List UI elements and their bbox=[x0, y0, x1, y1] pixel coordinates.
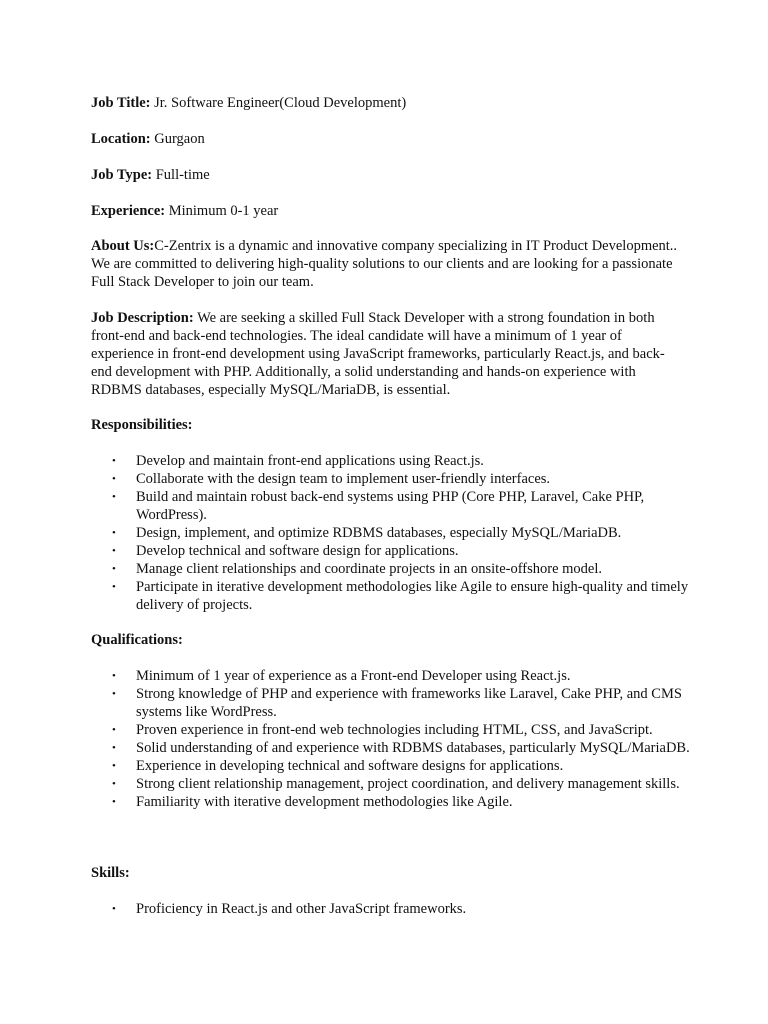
list-item-text: Build and maintain robust back-end systems using PHP (Core PHP, Laravel, Cake PHP, WordPress). bbox=[136, 489, 645, 523]
bullet-icon: • bbox=[112, 778, 116, 790]
list-item bbox=[91, 775, 691, 793]
list-item bbox=[91, 793, 691, 811]
job-title-line bbox=[91, 94, 406, 112]
list-item-text: Participate in iterative development methodologies like Agile to ensure high-quality and timely delivery of projects. bbox=[136, 579, 689, 613]
skills-list bbox=[91, 900, 691, 918]
location-value: Gurgaon bbox=[150, 131, 205, 147]
qualifications-heading: Qualifications: bbox=[91, 632, 183, 648]
job-title-label: Job Title: bbox=[91, 95, 151, 111]
about-us-label: About Us: bbox=[91, 238, 155, 254]
about-us-text: C-Zentrix is a dynamic and innovative company specializing in IT Product Development.. We are committed to delivering high-quality solutions to our clients and are looking for a passionate Full Stack Developer to join our team. bbox=[91, 238, 678, 290]
bullet-icon: • bbox=[112, 473, 116, 485]
list-item bbox=[91, 542, 691, 560]
list-item-text: Strong client relationship management, project coordination, and delivery management skills. bbox=[136, 776, 680, 792]
list-item bbox=[91, 578, 691, 614]
experience-value: Minimum 0-1 year bbox=[165, 203, 279, 219]
list-item bbox=[91, 667, 691, 685]
responsibilities-heading: Responsibilities: bbox=[91, 417, 193, 433]
skills-heading: Skills: bbox=[91, 865, 130, 881]
list-item bbox=[91, 560, 691, 578]
location-label: Location: bbox=[91, 131, 151, 147]
bullet-icon: • bbox=[112, 903, 116, 915]
bullet-icon: • bbox=[112, 796, 116, 808]
bullet-icon: • bbox=[112, 742, 116, 754]
job-type-value: Full-time bbox=[152, 167, 210, 183]
qualifications-list bbox=[91, 667, 691, 811]
bullet-icon: • bbox=[112, 563, 116, 575]
list-item-text: Manage client relationships and coordinate projects in an onsite-offshore model. bbox=[136, 561, 603, 577]
bullet-icon: • bbox=[112, 688, 116, 700]
bullet-icon: • bbox=[112, 527, 116, 539]
job-description-label: Job Description: bbox=[91, 310, 194, 326]
list-item-text: Solid understanding of and experience with RDBMS databases, particularly MySQL/MariaDB. bbox=[136, 740, 690, 756]
list-item bbox=[91, 721, 691, 739]
bullet-icon: • bbox=[112, 724, 116, 736]
bullet-icon: • bbox=[112, 760, 116, 772]
job-description-paragraph bbox=[91, 309, 681, 399]
experience-line bbox=[91, 202, 278, 220]
bullet-icon: • bbox=[112, 581, 116, 593]
list-item bbox=[91, 452, 691, 470]
list-item-text: Proficiency in React.js and other JavaScript frameworks. bbox=[136, 901, 467, 917]
list-item bbox=[91, 900, 691, 918]
list-item-text: Collaborate with the design team to implement user-friendly interfaces. bbox=[136, 471, 551, 487]
about-us-paragraph bbox=[91, 237, 681, 291]
responsibilities-list bbox=[91, 452, 691, 614]
bullet-icon: • bbox=[112, 455, 116, 467]
list-item-text: Strong knowledge of PHP and experience with frameworks like Laravel, Cake PHP, and CMS systems like WordPress. bbox=[136, 686, 682, 720]
list-item-text: Minimum of 1 year of experience as a Front-end Developer using React.js. bbox=[136, 668, 571, 684]
job-description-text: We are seeking a skilled Full Stack Developer with a strong foundation in both front-end and back-end technologies. The ideal candidate will have a minimum of 1 year of experience in front-end development using JavaScript frameworks, particularly React.js, and back-end development with PHP. Additionally, a solid understanding and hands-on experience with RDBMS databases, especially MySQL/MariaDB, is essential. bbox=[91, 310, 665, 398]
list-item bbox=[91, 524, 691, 542]
bullet-icon: • bbox=[112, 491, 116, 503]
job-type-label: Job Type: bbox=[91, 167, 153, 183]
list-item-text: Design, implement, and optimize RDBMS databases, especially MySQL/MariaDB. bbox=[136, 525, 622, 541]
bullet-icon: • bbox=[112, 545, 116, 557]
list-item-text: Experience in developing technical and software designs for applications. bbox=[136, 758, 564, 774]
list-item-text: Develop and maintain front-end applications using React.js. bbox=[136, 453, 484, 469]
list-item bbox=[91, 685, 691, 721]
location-line bbox=[91, 130, 205, 148]
list-item bbox=[91, 470, 691, 488]
list-item-text: Familiarity with iterative development methodologies like Agile. bbox=[136, 794, 513, 810]
job-type-line bbox=[91, 166, 210, 184]
list-item bbox=[91, 757, 691, 775]
experience-label: Experience: bbox=[91, 203, 166, 219]
list-item bbox=[91, 488, 691, 524]
job-title-value: Jr. Software Engineer(Cloud Development) bbox=[150, 95, 407, 111]
list-item-text: Proven experience in front-end web technologies including HTML, CSS, and JavaScript. bbox=[136, 722, 653, 738]
list-item-text: Develop technical and software design for applications. bbox=[136, 543, 459, 559]
bullet-icon: • bbox=[112, 670, 116, 682]
list-item bbox=[91, 739, 691, 757]
